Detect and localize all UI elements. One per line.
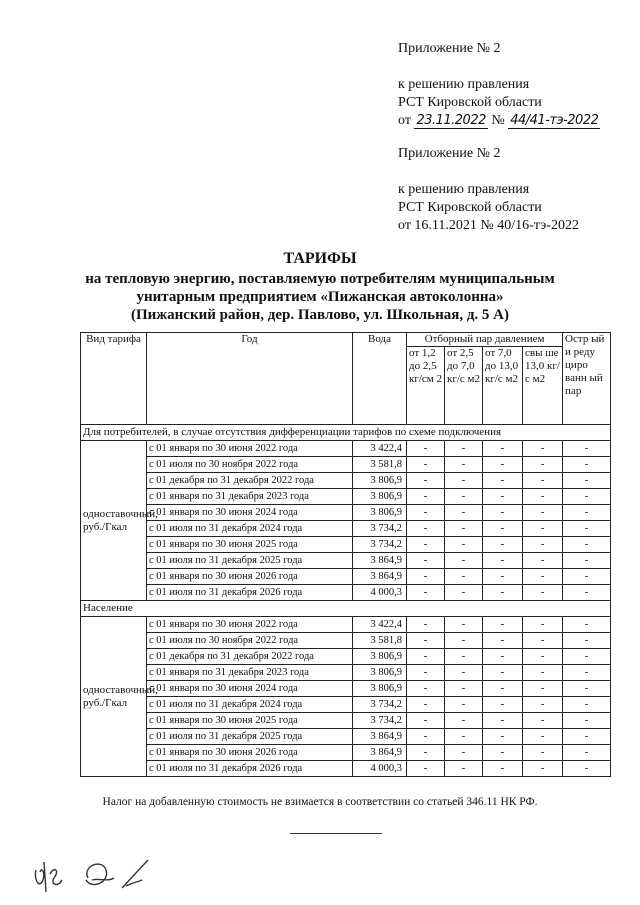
empty-tariff-cell: - xyxy=(445,761,483,777)
number-sign: № xyxy=(491,113,505,128)
empty-tariff-cell: - xyxy=(563,457,611,473)
table-row xyxy=(81,729,611,745)
water-price-cell: 4 000,3 xyxy=(353,761,407,777)
empty-tariff-cell: - xyxy=(483,473,523,489)
empty-tariff-cell: - xyxy=(445,537,483,553)
empty-tariff-cell: - xyxy=(407,489,445,505)
header-steam-group: Отборный пар давлением xyxy=(407,333,563,347)
water-price-cell: 3 864,9 xyxy=(353,569,407,585)
empty-tariff-cell: - xyxy=(407,473,445,489)
header-steam-4: свы ше 13,0 кг/с м2 xyxy=(523,347,563,425)
header-steam-3: от 7,0 до 13,0 кг/с м2 xyxy=(483,347,523,425)
tariff-title xyxy=(0,250,640,324)
tariff-table xyxy=(80,332,611,777)
period-cell: с 01 декабря по 31 декабря 2022 года xyxy=(147,649,353,665)
empty-tariff-cell: - xyxy=(563,505,611,521)
empty-tariff-cell: - xyxy=(563,441,611,457)
period-cell: с 01 июля по 30 ноября 2022 года xyxy=(147,633,353,649)
empty-tariff-cell: - xyxy=(407,585,445,601)
empty-tariff-cell: - xyxy=(523,489,563,505)
empty-tariff-cell: - xyxy=(407,633,445,649)
empty-tariff-cell: - xyxy=(445,441,483,457)
table-row xyxy=(81,553,611,569)
empty-tariff-cell: - xyxy=(483,649,523,665)
empty-tariff-cell: - xyxy=(445,633,483,649)
empty-tariff-cell: - xyxy=(445,617,483,633)
table-row xyxy=(81,617,611,633)
empty-tariff-cell: - xyxy=(407,665,445,681)
empty-tariff-cell: - xyxy=(523,633,563,649)
water-price-cell: 3 734,2 xyxy=(353,521,407,537)
water-price-cell: 3 734,2 xyxy=(353,713,407,729)
period-cell: с 01 июля по 31 декабря 2025 года xyxy=(147,729,353,745)
empty-tariff-cell: - xyxy=(483,553,523,569)
table-row xyxy=(81,745,611,761)
appendix-authority: РСТ Кировской области xyxy=(398,200,542,215)
table-row xyxy=(81,457,611,473)
period-cell: с 01 января по 31 декабря 2023 года xyxy=(147,489,353,505)
empty-tariff-cell: - xyxy=(445,745,483,761)
handwritten-signature-image xyxy=(30,852,180,897)
tariff-table-body xyxy=(81,425,611,777)
empty-tariff-cell: - xyxy=(483,745,523,761)
handwritten-number: 44/41-тэ-2022 xyxy=(510,113,599,128)
title-main: ТАРИФЫ xyxy=(283,250,357,267)
empty-tariff-cell: - xyxy=(523,585,563,601)
empty-tariff-cell: - xyxy=(407,729,445,745)
empty-tariff-cell: - xyxy=(523,761,563,777)
empty-tariff-cell: - xyxy=(407,713,445,729)
title-line: на тепловую энергию, поставляемую потребителям муниципальным xyxy=(85,271,555,287)
empty-tariff-cell: - xyxy=(407,649,445,665)
empty-tariff-cell: - xyxy=(563,521,611,537)
header-steam-1: от 1,2 до 2,5 кг/см 2 xyxy=(407,347,445,425)
empty-tariff-cell: - xyxy=(563,649,611,665)
table-row xyxy=(81,665,611,681)
water-price-cell: 4 000,3 xyxy=(353,585,407,601)
empty-tariff-cell: - xyxy=(483,441,523,457)
tariff-kind: одноставочный, руб./Гкал xyxy=(81,617,147,777)
empty-tariff-cell: - xyxy=(445,729,483,745)
section-row xyxy=(81,601,611,617)
empty-tariff-cell: - xyxy=(407,537,445,553)
period-cell: с 01 июля по 31 декабря 2024 года xyxy=(147,697,353,713)
section-row xyxy=(81,425,611,441)
empty-tariff-cell: - xyxy=(483,569,523,585)
period-cell: с 01 июля по 31 декабря 2026 года xyxy=(147,585,353,601)
empty-tariff-cell: - xyxy=(563,697,611,713)
period-cell: с 01 января по 30 июня 2025 года xyxy=(147,537,353,553)
empty-tariff-cell: - xyxy=(523,617,563,633)
empty-tariff-cell: - xyxy=(563,633,611,649)
appendix-title: Приложение № 2 xyxy=(398,146,501,161)
empty-tariff-cell: - xyxy=(445,489,483,505)
table-row xyxy=(81,633,611,649)
table-row xyxy=(81,441,611,457)
empty-tariff-cell: - xyxy=(483,537,523,553)
period-cell: с 01 января по 31 декабря 2023 года xyxy=(147,665,353,681)
empty-tariff-cell: - xyxy=(445,697,483,713)
empty-tariff-cell: - xyxy=(445,473,483,489)
header-period: Год xyxy=(147,333,353,425)
empty-tariff-cell: - xyxy=(407,569,445,585)
empty-tariff-cell: - xyxy=(523,745,563,761)
water-price-cell: 3 864,9 xyxy=(353,553,407,569)
water-price-cell: 3 864,9 xyxy=(353,729,407,745)
empty-tariff-cell: - xyxy=(523,537,563,553)
empty-tariff-cell: - xyxy=(523,473,563,489)
water-price-cell: 3 734,2 xyxy=(353,537,407,553)
empty-tariff-cell: - xyxy=(483,521,523,537)
empty-tariff-cell: - xyxy=(563,713,611,729)
water-price-cell: 3 864,9 xyxy=(353,745,407,761)
table-row xyxy=(81,473,611,489)
table-row xyxy=(81,697,611,713)
period-cell: с 01 января по 30 июня 2026 года xyxy=(147,569,353,585)
water-price-cell: 3 806,9 xyxy=(353,505,407,521)
water-price-cell: 3 734,2 xyxy=(353,697,407,713)
tariff-kind: одноставочный, руб./Гкал xyxy=(81,441,147,601)
appendix-date-number: от 16.11.2021 № 40/16-тэ-2022 xyxy=(398,218,579,233)
title-line: (Пижанский район, дер. Павлово, ул. Школьная, д. 5 А) xyxy=(130,307,510,323)
water-price-cell: 3 806,9 xyxy=(353,649,407,665)
empty-tariff-cell: - xyxy=(483,505,523,521)
period-cell: с 01 января по 30 июня 2025 года xyxy=(147,713,353,729)
empty-tariff-cell: - xyxy=(483,729,523,745)
title-line: унитарным предприятием «Пижанская автоколонна» xyxy=(136,289,504,305)
vat-footnote: Налог на добавленную стоимость не взимается в соответствии со статьей 346.11 НК РФ. xyxy=(102,796,538,808)
empty-tariff-cell: - xyxy=(407,681,445,697)
empty-tariff-cell: - xyxy=(563,473,611,489)
empty-tariff-cell: - xyxy=(563,489,611,505)
empty-tariff-cell: - xyxy=(523,457,563,473)
empty-tariff-cell: - xyxy=(445,681,483,697)
appendix-decision: к решению правления xyxy=(398,182,530,197)
water-price-cell: 3 806,9 xyxy=(353,681,407,697)
appendix-from: от xyxy=(398,113,411,128)
empty-tariff-cell: - xyxy=(563,729,611,745)
empty-tariff-cell: - xyxy=(407,617,445,633)
empty-tariff-cell: - xyxy=(523,505,563,521)
footnote-divider xyxy=(290,833,382,834)
empty-tariff-cell: - xyxy=(483,665,523,681)
empty-tariff-cell: - xyxy=(407,761,445,777)
water-price-cell: 3 422,4 xyxy=(353,617,407,633)
empty-tariff-cell: - xyxy=(407,553,445,569)
empty-tariff-cell: - xyxy=(407,457,445,473)
period-cell: с 01 января по 30 июня 2022 года xyxy=(147,441,353,457)
table-row xyxy=(81,569,611,585)
empty-tariff-cell: - xyxy=(523,681,563,697)
appendix-current xyxy=(398,40,600,130)
empty-tariff-cell: - xyxy=(407,505,445,521)
header-steam-2: от 2,5 до 7,0 кг/с м2 xyxy=(445,347,483,425)
empty-tariff-cell: - xyxy=(563,761,611,777)
table-row xyxy=(81,761,611,777)
empty-tariff-cell: - xyxy=(483,633,523,649)
empty-tariff-cell: - xyxy=(563,745,611,761)
water-price-cell: 3 806,9 xyxy=(353,489,407,505)
water-price-cell: 3 806,9 xyxy=(353,665,407,681)
empty-tariff-cell: - xyxy=(563,569,611,585)
period-cell: с 01 июля по 30 ноября 2022 года xyxy=(147,457,353,473)
empty-tariff-cell: - xyxy=(483,697,523,713)
empty-tariff-cell: - xyxy=(445,505,483,521)
empty-tariff-cell: - xyxy=(523,553,563,569)
empty-tariff-cell: - xyxy=(407,745,445,761)
empty-tariff-cell: - xyxy=(523,665,563,681)
period-cell: с 01 января по 30 июня 2022 года xyxy=(147,617,353,633)
appendix-authority: РСТ Кировской области xyxy=(398,95,542,110)
table-row xyxy=(81,489,611,505)
empty-tariff-cell: - xyxy=(483,761,523,777)
period-cell: с 01 января по 30 июня 2024 года xyxy=(147,681,353,697)
table-row xyxy=(81,537,611,553)
period-cell: с 01 июля по 31 декабря 2025 года xyxy=(147,553,353,569)
table-row xyxy=(81,505,611,521)
empty-tariff-cell: - xyxy=(483,585,523,601)
water-price-cell: 3 581,8 xyxy=(353,633,407,649)
appendix-decision: к решению правления xyxy=(398,77,530,92)
empty-tariff-cell: - xyxy=(445,457,483,473)
empty-tariff-cell: - xyxy=(445,665,483,681)
table-row xyxy=(81,713,611,729)
empty-tariff-cell: - xyxy=(523,713,563,729)
appendix-previous xyxy=(398,145,579,235)
table-row xyxy=(81,649,611,665)
empty-tariff-cell: - xyxy=(563,681,611,697)
empty-tariff-cell: - xyxy=(483,681,523,697)
appendix-title: Приложение № 2 xyxy=(398,41,501,56)
period-cell: с 01 января по 30 июня 2026 года xyxy=(147,745,353,761)
section-title: Население xyxy=(81,601,611,617)
handwritten-date: 23.11.2022 xyxy=(416,113,486,128)
period-cell: с 01 декабря по 31 декабря 2022 года xyxy=(147,473,353,489)
table-row xyxy=(81,681,611,697)
empty-tariff-cell: - xyxy=(483,457,523,473)
empty-tariff-cell: - xyxy=(483,489,523,505)
empty-tariff-cell: - xyxy=(407,521,445,537)
appendix-date-line xyxy=(398,112,600,130)
period-cell: с 01 июля по 31 декабря 2026 года xyxy=(147,761,353,777)
table-row xyxy=(81,521,611,537)
empty-tariff-cell: - xyxy=(483,713,523,729)
header-hot-steam: Остр ый и реду циро ванн ый пар xyxy=(563,333,611,425)
empty-tariff-cell: - xyxy=(563,553,611,569)
water-price-cell: 3 806,9 xyxy=(353,473,407,489)
empty-tariff-cell: - xyxy=(407,441,445,457)
empty-tariff-cell: - xyxy=(563,665,611,681)
empty-tariff-cell: - xyxy=(523,729,563,745)
water-price-cell: 3 581,8 xyxy=(353,457,407,473)
empty-tariff-cell: - xyxy=(563,585,611,601)
empty-tariff-cell: - xyxy=(445,649,483,665)
empty-tariff-cell: - xyxy=(407,697,445,713)
empty-tariff-cell: - xyxy=(445,553,483,569)
empty-tariff-cell: - xyxy=(523,441,563,457)
empty-tariff-cell: - xyxy=(523,521,563,537)
empty-tariff-cell: - xyxy=(523,649,563,665)
empty-tariff-cell: - xyxy=(483,617,523,633)
table-row xyxy=(81,585,611,601)
water-price-cell: 3 422,4 xyxy=(353,441,407,457)
empty-tariff-cell: - xyxy=(445,713,483,729)
empty-tariff-cell: - xyxy=(445,521,483,537)
empty-tariff-cell: - xyxy=(563,617,611,633)
header-water: Вода xyxy=(353,333,407,425)
period-cell: с 01 июля по 31 декабря 2024 года xyxy=(147,521,353,537)
empty-tariff-cell: - xyxy=(523,569,563,585)
header-kind: Вид тарифа xyxy=(81,333,147,425)
period-cell: с 01 января по 30 июня 2024 года xyxy=(147,505,353,521)
empty-tariff-cell: - xyxy=(445,585,483,601)
empty-tariff-cell: - xyxy=(563,537,611,553)
empty-tariff-cell: - xyxy=(445,569,483,585)
section-title: Для потребителей, в случае отсутствия дифференциации тарифов по схеме подключения xyxy=(81,425,611,441)
empty-tariff-cell: - xyxy=(523,697,563,713)
